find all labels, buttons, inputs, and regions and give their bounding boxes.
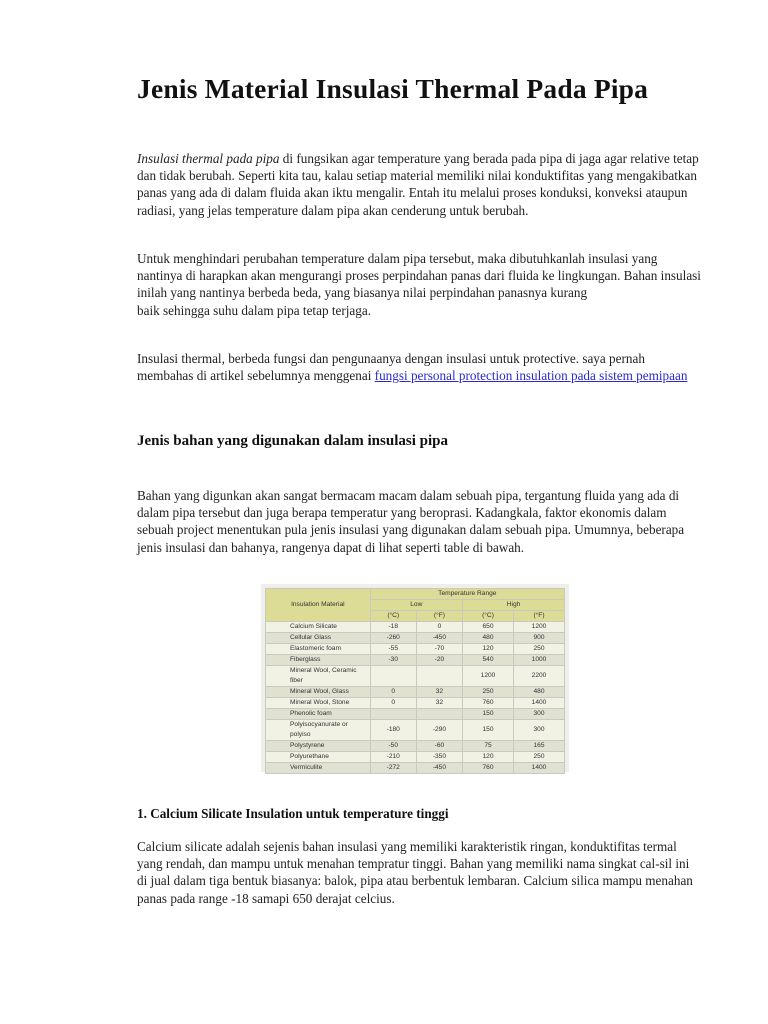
low-f-cell: -350 [416, 752, 462, 763]
low-c-cell [370, 666, 416, 687]
material-cell: Phenolic foam [266, 709, 371, 720]
table-row [266, 698, 565, 709]
low-c-cell [370, 709, 416, 720]
table-body [266, 622, 565, 774]
table-row [266, 622, 565, 633]
material-cell: Polyurethane [266, 752, 371, 763]
article-title: Jenis Material Insulasi Thermal Pada Pipa [137, 73, 649, 104]
paragraph-2 [137, 250, 702, 319]
material-cell: Polyisocyanurate or polyiso [266, 720, 371, 741]
low-c-cell: -180 [370, 720, 416, 741]
paragraph-2-line1: Untuk menghindari perubahan temperature dalam pipa tersebut, maka dibutuhkanlah insulasi yang nantinya di harapkan akan mengurangi proses perpindahan panas dari fluida ke lingkungan. Bahan insulasi inilah yang nantinya berbeda beda, yang biasanya nilai perpindahan panasnya kurang [137, 251, 701, 301]
low-f-cell: 0 [416, 622, 462, 633]
table-row [266, 644, 565, 655]
low-c-cell: -272 [370, 763, 416, 774]
high-c-cell: 760 [463, 698, 514, 709]
material-cell: Mineral Wool, Ceramic fiber [266, 666, 371, 687]
low-c-cell: -55 [370, 644, 416, 655]
low-f-cell: 32 [416, 687, 462, 698]
low-c-cell: -50 [370, 741, 416, 752]
low-c-cell: -210 [370, 752, 416, 763]
high-f-cell: 900 [513, 633, 564, 644]
high-f-cell: 1200 [513, 622, 564, 633]
table-row [266, 655, 565, 666]
col-low: Low [370, 600, 462, 611]
high-f-cell: 480 [513, 687, 564, 698]
high-f-cell: 300 [513, 720, 564, 741]
low-f-cell [416, 666, 462, 687]
high-f-cell: 2200 [513, 666, 564, 687]
high-f-cell: 1000 [513, 655, 564, 666]
unit-low-f: (°F) [416, 611, 462, 622]
material-cell: Polystyrene [266, 741, 371, 752]
high-f-cell: 1400 [513, 763, 564, 774]
material-cell: Mineral Wool, Stone [266, 698, 371, 709]
low-f-cell: -450 [416, 763, 462, 774]
material-cell: Fiberglass [266, 655, 371, 666]
unit-high-c: (°C) [463, 611, 514, 622]
high-c-cell: 120 [463, 644, 514, 655]
table-row [266, 720, 565, 741]
high-f-cell: 300 [513, 709, 564, 720]
table-row [266, 709, 565, 720]
insulation-table-image [261, 584, 569, 772]
material-cell: Elastomeric foam [266, 644, 371, 655]
high-c-cell: 150 [463, 709, 514, 720]
material-cell: Calcium Silicate [266, 622, 371, 633]
high-c-cell: 150 [463, 720, 514, 741]
material-cell: Cellular Glass [266, 633, 371, 644]
high-c-cell: 250 [463, 687, 514, 698]
paragraph-3 [137, 350, 702, 384]
intro-italic: Insulasi thermal pada pipa [137, 151, 280, 166]
material-cell: Mineral Wool, Glass [266, 687, 371, 698]
high-c-cell: 1200 [463, 666, 514, 687]
low-c-cell: -260 [370, 633, 416, 644]
low-f-cell [416, 709, 462, 720]
low-f-cell: -60 [416, 741, 462, 752]
high-c-cell: 540 [463, 655, 514, 666]
low-c-cell: -18 [370, 622, 416, 633]
low-f-cell: -290 [416, 720, 462, 741]
low-f-cell: -450 [416, 633, 462, 644]
high-c-cell: 120 [463, 752, 514, 763]
section-heading: Jenis bahan yang digunakan dalam insulasi pipa [137, 433, 448, 449]
high-f-cell: 250 [513, 752, 564, 763]
paragraph-2-line2: baik sehingga suhu dalam pipa tetap terjaga. [137, 302, 372, 318]
protection-insulation-link[interactable]: fungsi personal protection insulation pada sistem pemipaan [374, 368, 688, 384]
high-f-cell: 1400 [513, 698, 564, 709]
table-row [266, 741, 565, 752]
table-row [266, 666, 565, 687]
unit-low-c: (°C) [370, 611, 416, 622]
high-f-cell: 250 [513, 644, 564, 655]
low-c-cell: 0 [370, 687, 416, 698]
low-f-cell: 32 [416, 698, 462, 709]
unit-high-f: (°F) [513, 611, 564, 622]
low-f-cell: -70 [416, 644, 462, 655]
table-row [266, 763, 565, 774]
intro-paragraph [137, 150, 702, 219]
low-c-cell: -30 [370, 655, 416, 666]
high-c-cell: 760 [463, 763, 514, 774]
col-material: Insulation Material [266, 589, 371, 622]
paragraph-4: Bahan yang digunkan akan sangat bermacam macam dalam sebuah pipa, tergantung fluida yang ada di dalam pipa tersebut dan juga berapa temperatur yang beroprasi. Kadangkala, faktor ekonomis dalam sebuah project menentukan pula jenis insulasi yang digunakan dalam sebuah pipa. Umumnya, beberapa jenis insulasi dan bahanya, rangenya dapat di lihat seperti table di bawah. [137, 488, 685, 555]
high-c-cell: 480 [463, 633, 514, 644]
high-f-cell: 165 [513, 741, 564, 752]
table-row [266, 687, 565, 698]
paragraph-3-text: Insulasi thermal, berbeda fungsi dan pengunaanya dengan insulasi untuk protective. saya pernah membahas di artikel sebelumnya menggenai [137, 351, 645, 384]
paragraph-5: Calcium silicate adalah sejenis bahan insulasi yang memiliki karakteristik ringan, konduktifitas termal yang rendah, dan mampu untuk menahan tempratur tinggi. Bahan yang memiliki nama singkat cal-sil ini di jual dalam tiga bentuk biasanya: balok, pipa atau berbentuk lembaran. Calcium silica mampu menahan panas pada range -18 samapi 650 derajat celcius. [137, 839, 693, 906]
low-f-cell: -20 [416, 655, 462, 666]
insulation-table [265, 588, 565, 774]
material-cell: Vermiculite [266, 763, 371, 774]
col-temperature-range: Temperature Range [370, 589, 564, 600]
table-row [266, 633, 565, 644]
col-high: High [463, 600, 565, 611]
high-c-cell: 650 [463, 622, 514, 633]
low-c-cell: 0 [370, 698, 416, 709]
high-c-cell: 75 [463, 741, 514, 752]
subsection-heading: 1. Calcium Silicate Insulation untuk temperature tinggi [137, 806, 449, 821]
table-row [266, 752, 565, 763]
intro-text: di fungsikan agar temperature yang berada pada pipa di jaga agar relative tetap dan tidak berubah. Seperti kita tau, kalau setiap material memiliki nilai konduktifitas yang mengakibatkan panas yang ada di dalam fluida akan iktu mengalir. Entah itu melalui proses konduksi, konveksi ataupun radiasi, yang jelas temperature dalam pipa akan cenderung untuk berubah. [137, 151, 699, 218]
